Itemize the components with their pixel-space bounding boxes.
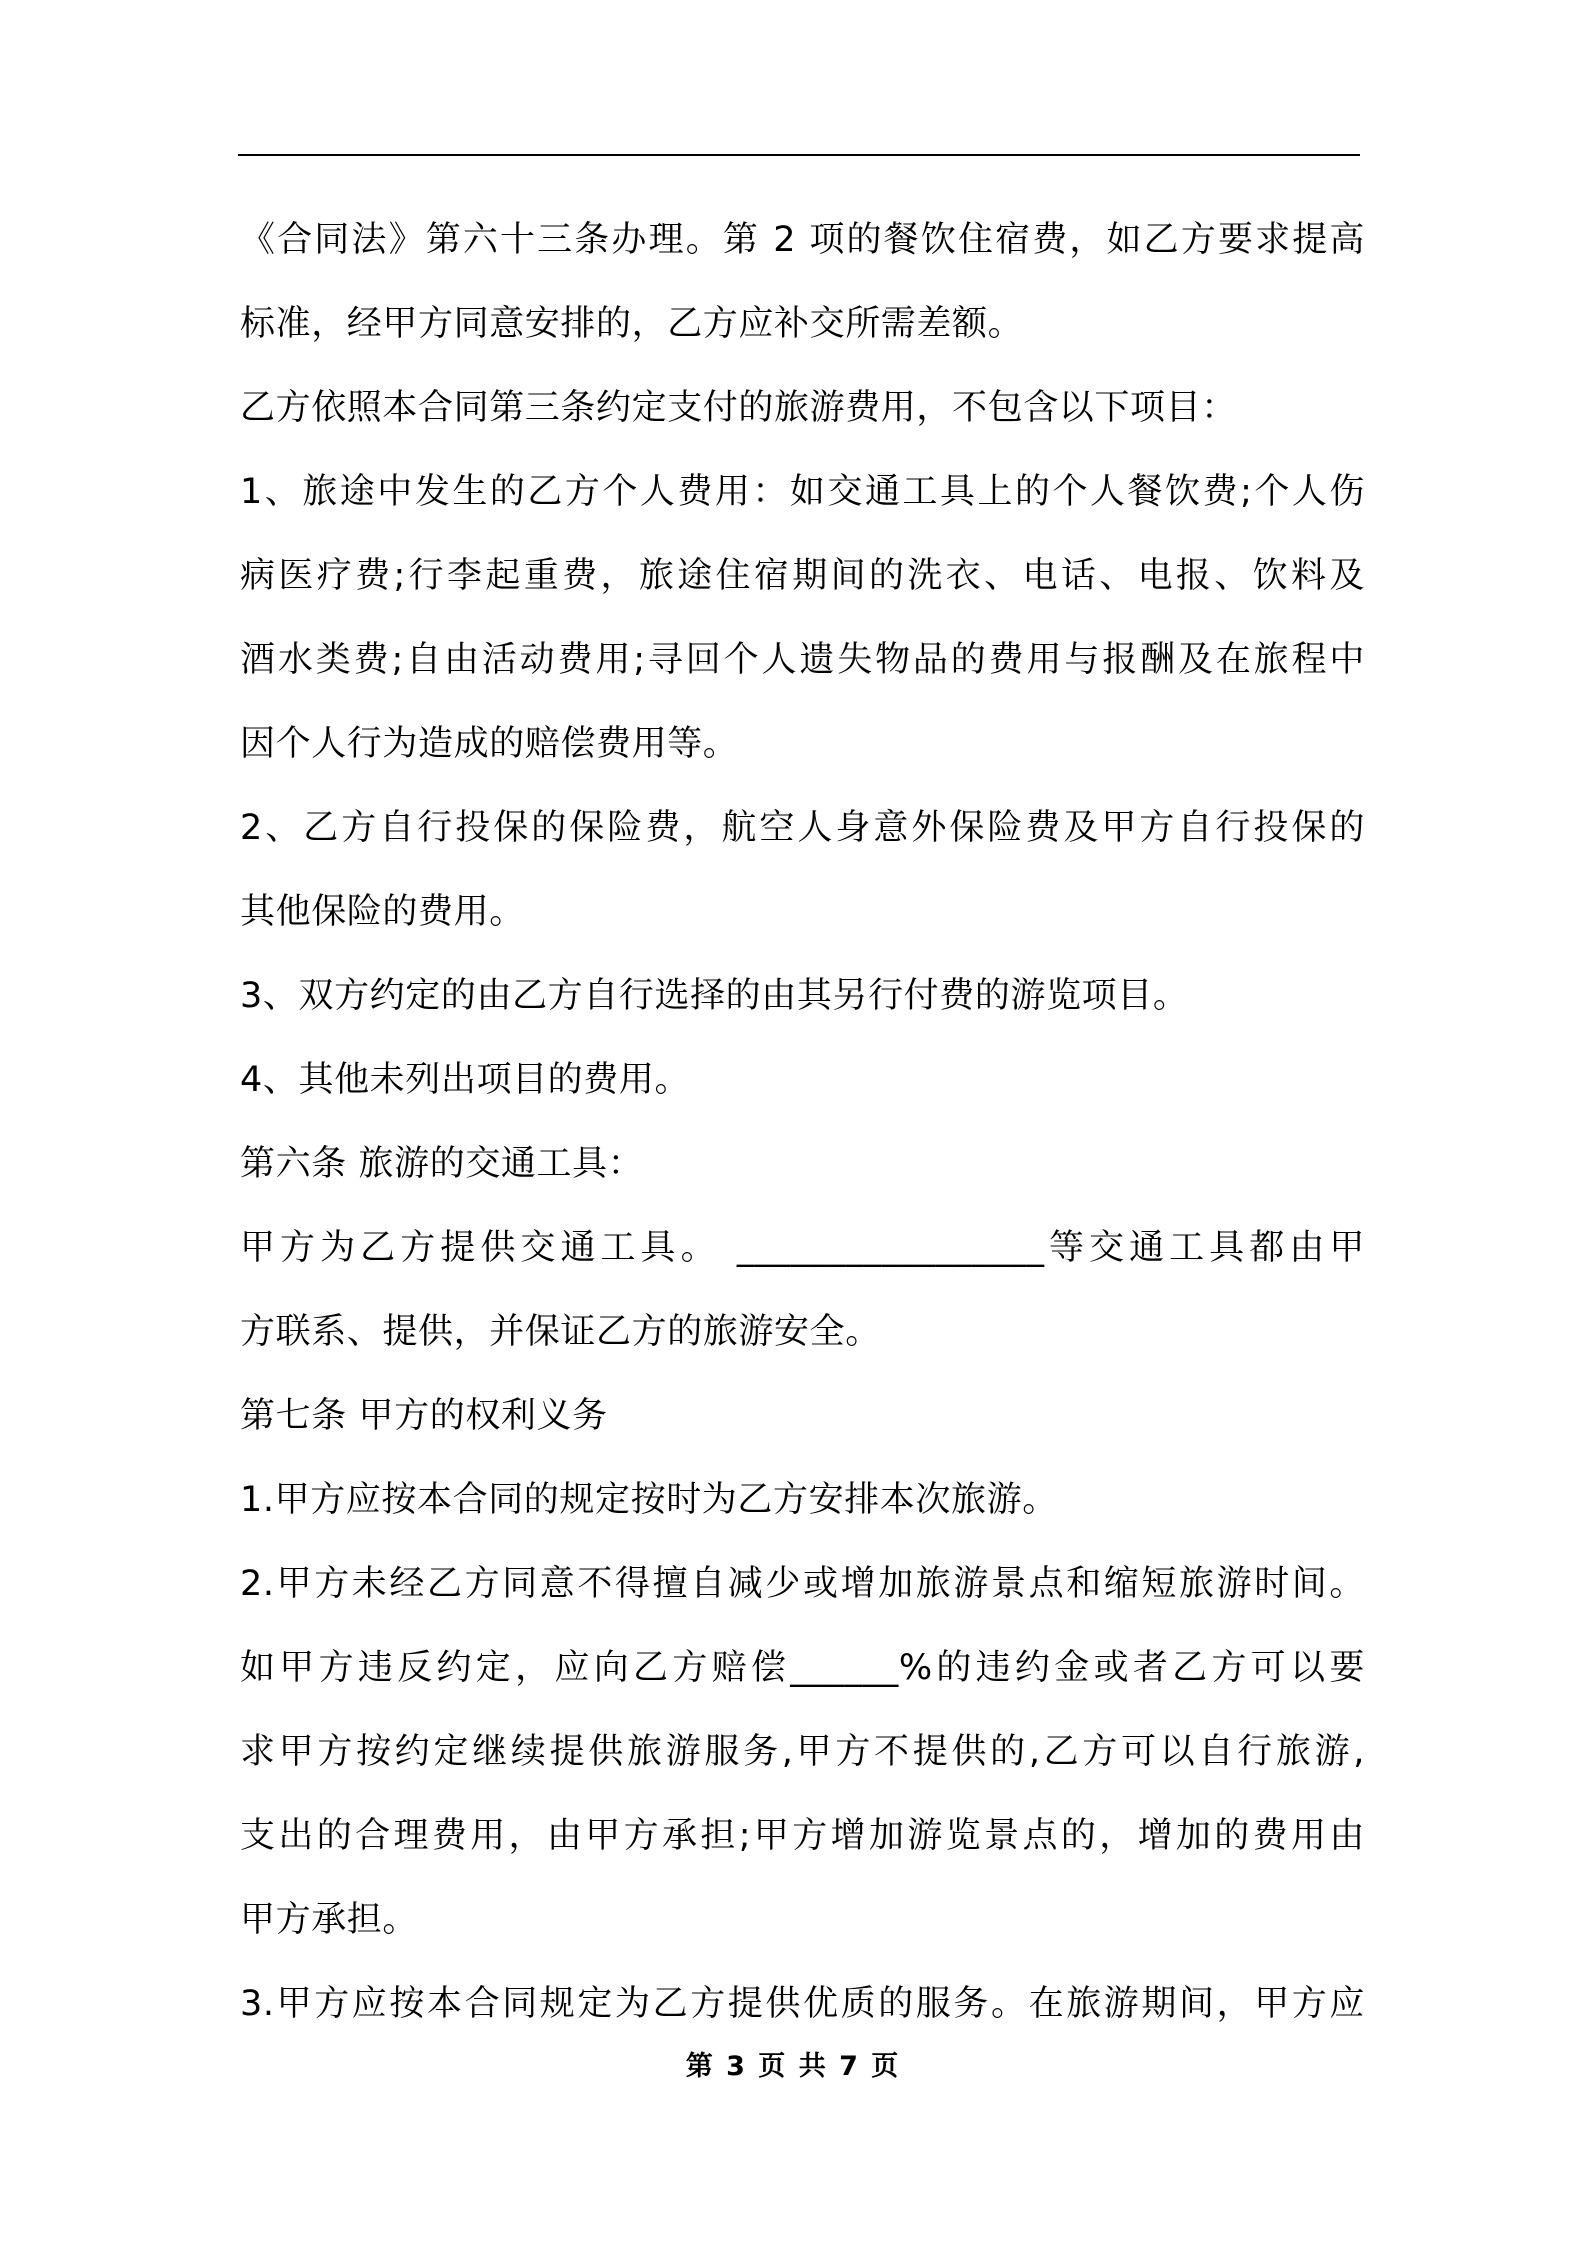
paragraph-line: 3、双方约定的由乙方自行选择的由其另行付费的游览项目。	[240, 976, 1189, 1016]
paragraph-line: 求甲方按约定继续提供旅游服务,甲方不提供的,乙方可以自行旅游,	[240, 1732, 1365, 1772]
paragraph-line: 2.甲方未经乙方同意不得擅自减少或增加旅游景点和缩短旅游时间。	[240, 1564, 1365, 1604]
section-heading: 第六条 旅游的交通工具：	[240, 1144, 644, 1184]
paragraph-line: 1.甲方应按本合同的规定按时为乙方安排本次旅游。	[240, 1480, 1058, 1520]
paragraph-line: 因个人行为造成的赔偿费用等。	[240, 724, 739, 764]
paragraph-line: 1、旅途中发生的乙方个人费用：如交通工具上的个人餐饮费;个人伤	[240, 472, 1365, 512]
paragraph-line: 3.甲方应按本合同规定为乙方提供优质的服务。在旅游期间，甲方应	[240, 1984, 1365, 2024]
page-number-footer: 第 3 页 共 7 页	[685, 2051, 901, 2082]
paragraph-line: 甲方为乙方提供交通工具。 _________________等交通工具都由甲	[240, 1228, 1365, 1268]
paragraph-line: 酒水类费;自由活动费用;寻回个人遗失物品的费用与报酬及在旅程中	[240, 640, 1365, 680]
paragraph-line: 乙方依照本合同第三条约定支付的旅游费用，不包含以下项目：	[240, 388, 1237, 428]
paragraph-line: 方联系、提供，并保证乙方的旅游安全。	[240, 1312, 881, 1352]
paragraph-line: 甲方承担。	[240, 1900, 419, 1940]
header-rule	[238, 154, 1360, 156]
paragraph-line: 2、乙方自行投保的保险费，航空人身意外保险费及甲方自行投保的	[240, 808, 1365, 848]
paragraph-line: 《合同法》第六十三条办理。第 2 项的餐饮住宿费，如乙方要求提高	[240, 220, 1365, 260]
section-heading: 第七条 甲方的权利义务	[240, 1396, 608, 1436]
paragraph-line: 支出的合理费用，由甲方承担;甲方增加游览景点的，增加的费用由	[240, 1816, 1365, 1856]
document-body	[240, 198, 1365, 2046]
paragraph-line: 其他保险的费用。	[240, 892, 525, 932]
paragraph-line: 如甲方违反约定，应向乙方赔偿______%的违约金或者乙方可以要	[240, 1648, 1365, 1688]
paragraph-line: 4、其他未列出项目的费用。	[240, 1060, 691, 1100]
paragraph-line: 病医疗费;行李起重费，旅途住宿期间的洗衣、电话、电报、饮料及	[240, 556, 1365, 596]
paragraph-line: 标准，经甲方同意安排的，乙方应补交所需差额。	[240, 304, 1024, 344]
